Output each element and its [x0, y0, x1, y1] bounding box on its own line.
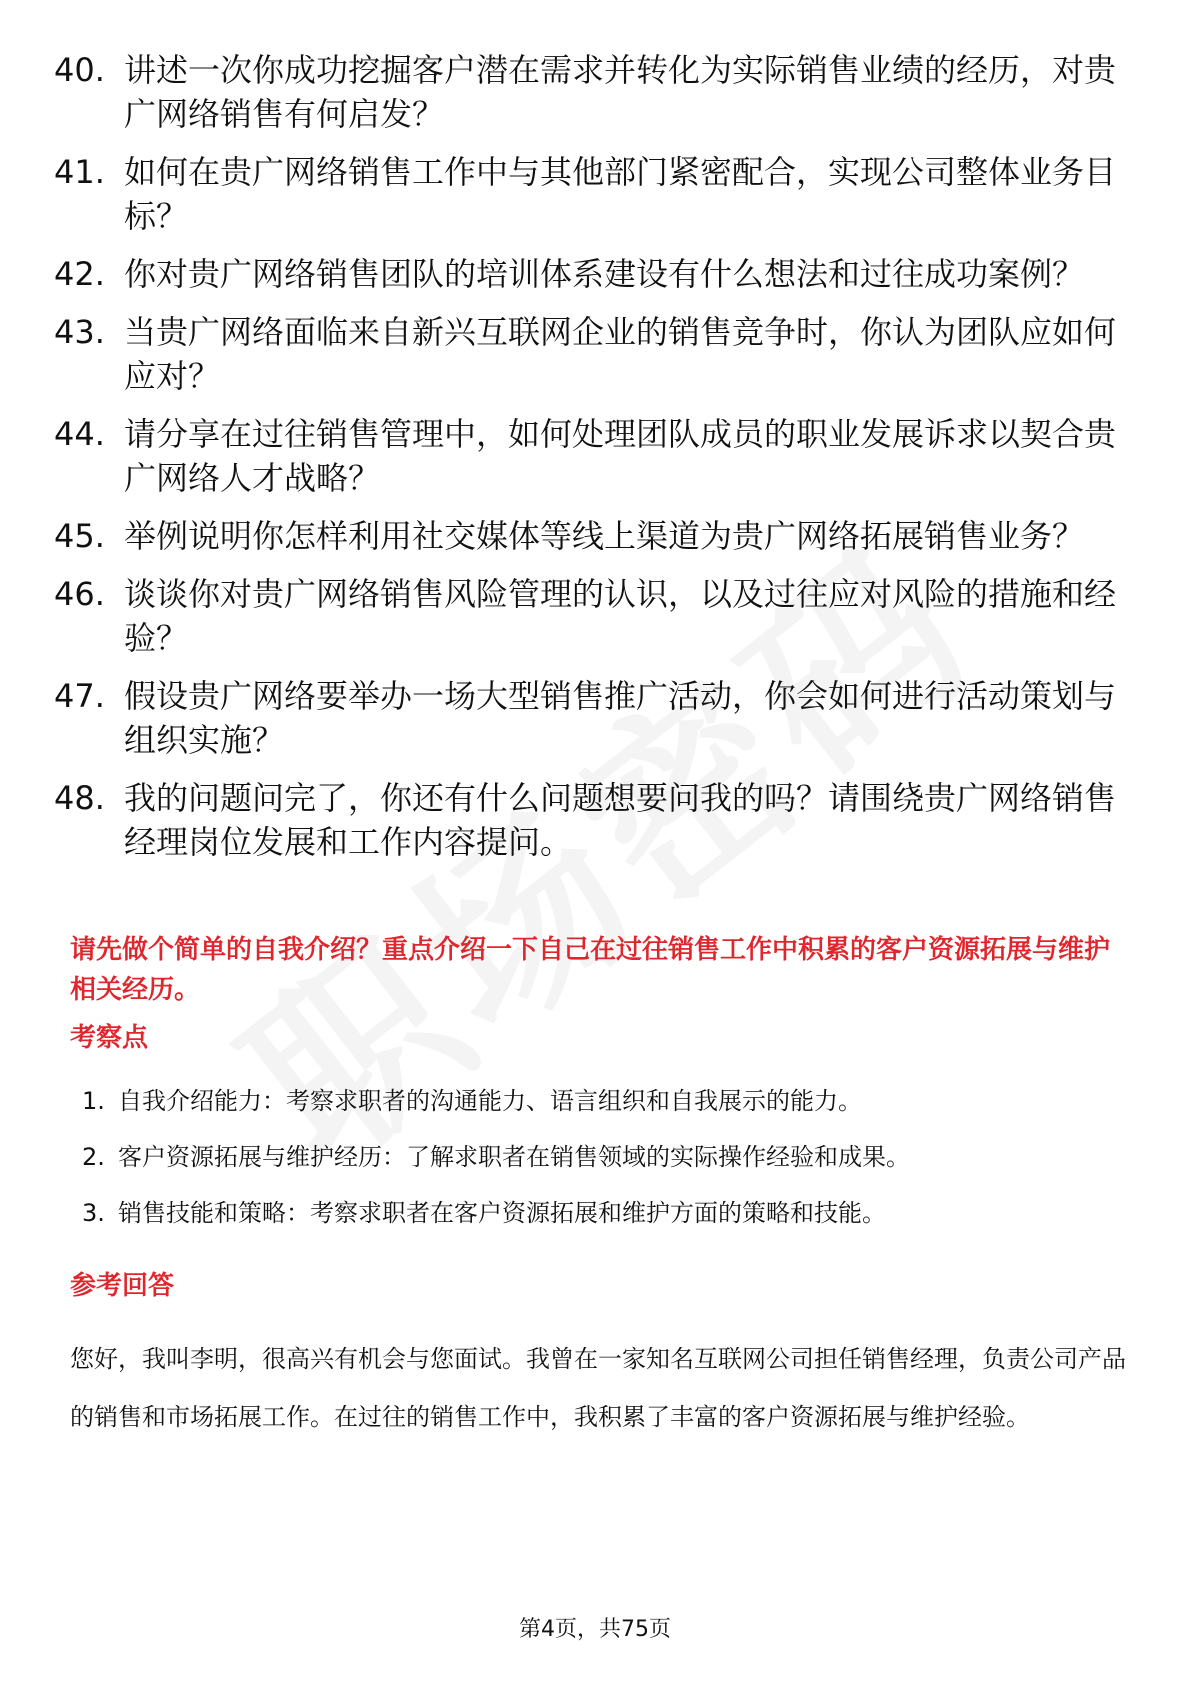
question-text: 请分享在过往销售管理中，如何处理团队成员的职业发展诉求以契合贵广网络人才战略？ [124, 415, 1117, 497]
question-number: 46. [54, 575, 105, 613]
point-text: 自我介绍能力：考察求职者的沟通能力、语言组织和自我展示的能力。 [118, 1087, 862, 1115]
question-number: 41. [54, 153, 105, 191]
question-item [54, 572, 1134, 660]
question-item [54, 150, 1134, 238]
assessment-point [82, 1085, 1132, 1117]
question-text: 我的问题问完了，你还有什么问题想要问我的吗？请围绕贵广网络销售经理岗位发展和工作内容提问。 [124, 779, 1117, 861]
page-footer: 第4页，共75页 [519, 1617, 671, 1642]
question-number: 42. [54, 255, 105, 293]
question-item [54, 674, 1134, 762]
point-text: 客户资源拓展与维护经历：了解求职者在销售领域的实际操作经验和成果。 [118, 1143, 910, 1171]
question-item [54, 48, 1134, 136]
question-item [54, 776, 1134, 864]
question-item [54, 310, 1134, 398]
question-number: 45. [54, 517, 105, 555]
question-text: 你对贵广网络销售团队的培训体系建设有什么想法和过往成功案例？ [124, 255, 1085, 293]
question-number: 47. [54, 677, 105, 715]
question-text: 当贵广网络面临来自新兴互联网企业的销售竞争时，你认为团队应如何应对？ [124, 313, 1117, 395]
question-item [54, 252, 1134, 296]
question-number: 40. [54, 51, 105, 89]
question-text: 如何在贵广网络销售工作中与其他部门紧密配合，实现公司整体业务目标？ [124, 153, 1117, 235]
point-number: 2. [82, 1143, 105, 1171]
question-text: 举例说明你怎样利用社交媒体等线上渠道为贵广网络拓展销售业务？ [124, 517, 1085, 555]
question-number: 44. [54, 415, 105, 453]
assessment-points [82, 1085, 1132, 1253]
section-heading-cankao: 参考回答 [70, 1271, 175, 1301]
question-text: 讲述一次你成功挖掘客户潜在需求并转化为实际销售业绩的经历，对贵广网络销售有何启发？ [124, 51, 1117, 133]
assessment-point [82, 1141, 1132, 1173]
question-list [54, 48, 1134, 878]
point-number: 3. [82, 1199, 105, 1227]
question-number: 43. [54, 313, 105, 351]
reference-answer: 您好，我叫李明，很高兴有机会与您面试。我曾在一家知名互联网公司担任销售经理，负责公司产品的销售和市场拓展工作。在过往的销售工作中，我积累了丰富的客户资源拓展与维护经验。 [70, 1345, 1126, 1431]
question-text: 谈谈你对贵广网络销售风险管理的认识，以及过往应对风险的措施和经验？ [124, 575, 1117, 657]
point-text: 销售技能和策略：考察求职者在客户资源拓展和维护方面的策略和技能。 [118, 1199, 886, 1227]
question-text: 假设贵广网络要举办一场大型销售推广活动，你会如何进行活动策划与组织实施？ [124, 677, 1117, 759]
highlight-question: 请先做个简单的自我介绍？重点介绍一下自己在过往销售工作中积累的客户资源拓展与维护相关经历。 [70, 935, 1111, 1005]
question-item [54, 514, 1134, 558]
question-number: 48. [54, 779, 105, 817]
question-item [54, 412, 1134, 500]
point-number: 1. [82, 1087, 105, 1115]
section-heading-kaochadian: 考察点 [70, 1023, 149, 1053]
assessment-point [82, 1197, 1132, 1229]
